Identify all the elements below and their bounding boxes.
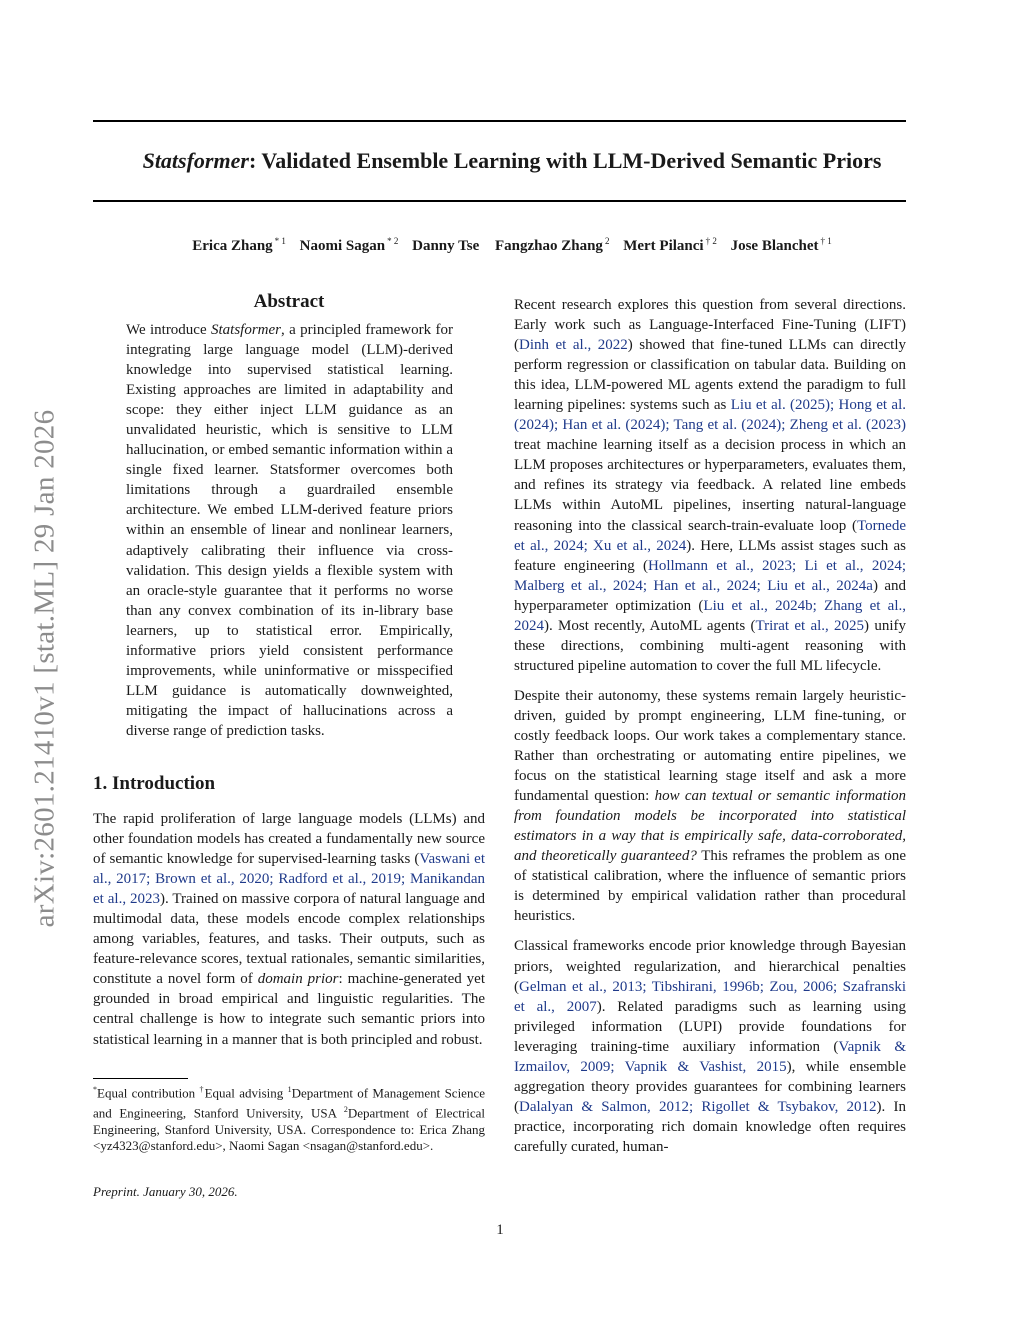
text-run: , a principled framework for integrating large language model (LLM)-derived knowledge into supervised statistical learning. Existing approaches are limited in adaptability and scope: they either inject LLM guidance as an unvalidated heuristic, which is sensitive to LLM hallucination, or embed semantic information within a single fixed learner. Statsformer overcomes both limitations through a guardrailed ensemble architecture. We embed LLM-derived feature priors within an ensemble of linear and nonlinear learners, adaptively calibrating their influence via cross-validation. This design yields a flexible system with an oracle-style guarantee that it performs no worse than any convex combination of its in-library base learners, up to statistical error. Empirically, informative priors yield consistent performance improvements, while uninformative or misspecified LLM guidance is automatically downweighted, mitigating the impact of hallucinations across a diverse range of prediction tasks.	[126, 322, 453, 739]
introduction-paragraph	[93, 809, 485, 1050]
text-run: Department of Electrical Engineering, Stanford University, USA. Correspondence to: Erica Zhang <yz4323@stanford.edu>, Naomi Sagan <nsagan@stanford.edu>.	[93, 1105, 485, 1154]
author-list	[60, 236, 964, 255]
text-run: The rapid proliferation of large language models (LLMs) and other foundation models has created a fundamentally new source of semantic knowledge for supervised-learning tasks (	[93, 811, 485, 868]
text-run: treat machine learning itself as a decision process in which an LLM proposes architectures or hyperparameters, evaluates them, and refines its strategy via feedback. A related line embeds LLMs within AutoML pipelines, inserting natural-language reasoning into the classical search-train-evaluate loop (	[514, 437, 906, 534]
paragraph-related-work	[514, 295, 906, 676]
author: Fangzhao Zhang $^2$	[494, 236, 610, 254]
paper-title	[60, 146, 964, 176]
citation-link[interactable]: Dalalyan & Salmon, 2012; Rigollet & Tsybakov, 2012	[519, 1098, 877, 1115]
citation-link[interactable]: Trirat et al., 2025	[755, 617, 865, 634]
text-run: ). Here, LLMs assist stages such as feature engineering (	[514, 537, 906, 574]
text-run: : machine-generated yet grounded in broad empirical and linguistic regularities. The central challenge is how to integrate such semantic priors into statistical learning in a manner that is both principled and robust.	[93, 971, 486, 1048]
footnote-mark: †	[199, 1085, 205, 1094]
text-run: ) showed that fine-tuned LLMs can directly perform regression or classification on tabular data. Building on this idea, LLM-powered ML agents extend the paradigm to full learning pipelines: systems such as	[514, 337, 906, 414]
text-run: ). Related paradigms such as learning using privileged information (LUPI) provide foundations for leveraging training-time auxiliary information (	[514, 998, 907, 1055]
abstract-body	[126, 320, 453, 741]
citation-link[interactable]: Vapnik & Izmailov, 2009; Vapnik & Vashist, 2015	[514, 1038, 906, 1075]
text-run: Equal contribution	[97, 1085, 200, 1101]
text-run: ). Trained on massive corpora of natural language and multimodal data, these models encode complex relationships among variables, features, and tasks. Their outputs, such as feature-relevance scores, textual rationales, semantic similarities, constitute a novel form of	[93, 891, 485, 988]
author: Naomi Sagan $^{* 2}$	[299, 236, 399, 254]
emphasis: how can textual or semantic information from foundation models be incorporated into statistical estimators in a way that is empirically safe, data-corroborated, and theoretically guaranteed?	[514, 788, 907, 865]
text-run: This reframes the problem as one of statistical calibration, where the influence of semantic priors is determined by empirical validation rather than procedural heuristics.	[514, 848, 906, 925]
citation-link[interactable]: Dinh et al., 2022	[519, 337, 628, 354]
citation-link[interactable]: Liu et al., 2024b; Zhang et al., 2024	[514, 597, 906, 634]
author: Jose Blanchet $^{\dagger 1}$	[730, 236, 832, 254]
text-run: Recent research explores this question from several directions. Early work such as Language-Interfaced Fine-Tuning (LIFT) (	[514, 297, 906, 354]
citation-link[interactable]: Gelman et al., 2013; Tibshirani, 1996b; Zou, 2006; Szafranski et al., 2007	[514, 978, 906, 1015]
text-run: We introduce	[126, 322, 211, 338]
paragraph-our-approach	[514, 686, 906, 927]
preprint-notice: Preprint. January 30, 2026.	[93, 1184, 238, 1199]
citation-link[interactable]: Tornede et al., 2024; Xu et al., 2024	[514, 517, 906, 554]
section-heading-introduction: 1. Introduction	[93, 773, 216, 794]
text-run: ). Most recently, AutoML agents (	[544, 617, 756, 634]
author-affiliation-marks: * 2	[387, 236, 399, 246]
text-run: ) and hyperparameter optimization (	[514, 577, 906, 614]
citation-link[interactable]: Vaswani et al., 2017; Brown et al., 2020; Radford et al., 2019; Manikandan et al., 2023	[93, 851, 485, 908]
title-italic: Statsformer	[142, 148, 249, 173]
author: Mert Pilanci $^{\dagger 2}$	[623, 236, 717, 254]
text-run: Despite their autonomy, these systems remain largely heuristic-driven, guided by prompt engineering, LLM fine-tuning, or costly feedback loops. Our work takes a complementary stance. Rather than orchestrating or automating entire pipelines, we focus on the statistical learning stage itself and ask a more fundamental question:	[514, 687, 906, 805]
title-rest: : Validated Ensemble Learning with LLM-Derived Semantic Priors	[248, 148, 882, 173]
page-number: 1	[496, 1222, 504, 1238]
paragraph-classical-frameworks	[514, 936, 906, 1157]
footnote-mark: 2	[343, 1104, 348, 1114]
text-run: Department of Management Science and Engineering, Stanford University, USA	[93, 1085, 485, 1121]
text-run: ), while ensemble aggregation theory provides guarantees for combining learners (	[514, 1058, 907, 1115]
right-column	[514, 295, 906, 1167]
abstract-heading: Abstract	[253, 291, 325, 312]
emphasis: domain prior	[257, 971, 339, 988]
text-run: ). In practice, incorporating rich domain knowledge often requires carefully curated, human-	[514, 1098, 906, 1155]
citation-link[interactable]: Hollmann et al., 2023; Li et al., 2024; Malberg et al., 2024; Han et al., 2024; Liu et al., 2024a	[514, 557, 906, 594]
footnote-rule	[93, 1078, 188, 1079]
title-top-rule	[93, 120, 906, 122]
text-run: Classical frameworks encode prior knowledge through Bayesian priors, weighted regularization, and hierarchical penalties (	[514, 938, 906, 995]
arxiv-identifier-stamp[interactable]: arXiv:2601.21410v1 [stat.ML] 29 Jan 2026	[28, 409, 61, 928]
text-run: ) unify these directions, combining multi-agent reasoning with structured pipeline automation to cover the full ML lifecycle.	[514, 617, 906, 674]
author: Danny Tse	[412, 238, 480, 254]
footnotes	[93, 1082, 485, 1155]
title-bottom-rule	[93, 200, 906, 202]
author-affiliation-marks: † 1	[820, 236, 832, 246]
footnote-mark: *	[93, 1085, 97, 1094]
author-affiliation-marks: * 1	[274, 236, 286, 246]
footnote-mark: 1	[287, 1085, 292, 1094]
author: Erica Zhang $^{* 1}$	[192, 236, 286, 254]
emphasis: Statsformer	[211, 322, 282, 338]
citation-link[interactable]: Liu et al. (2025); Hong et al. (2024); Han et al. (2024); Tang et al. (2024); Zheng et al. (2023)	[514, 397, 907, 434]
text-run: Equal advising	[204, 1085, 288, 1101]
author-affiliation-marks: 2	[604, 236, 610, 246]
author-affiliation-marks: † 2	[705, 236, 717, 246]
